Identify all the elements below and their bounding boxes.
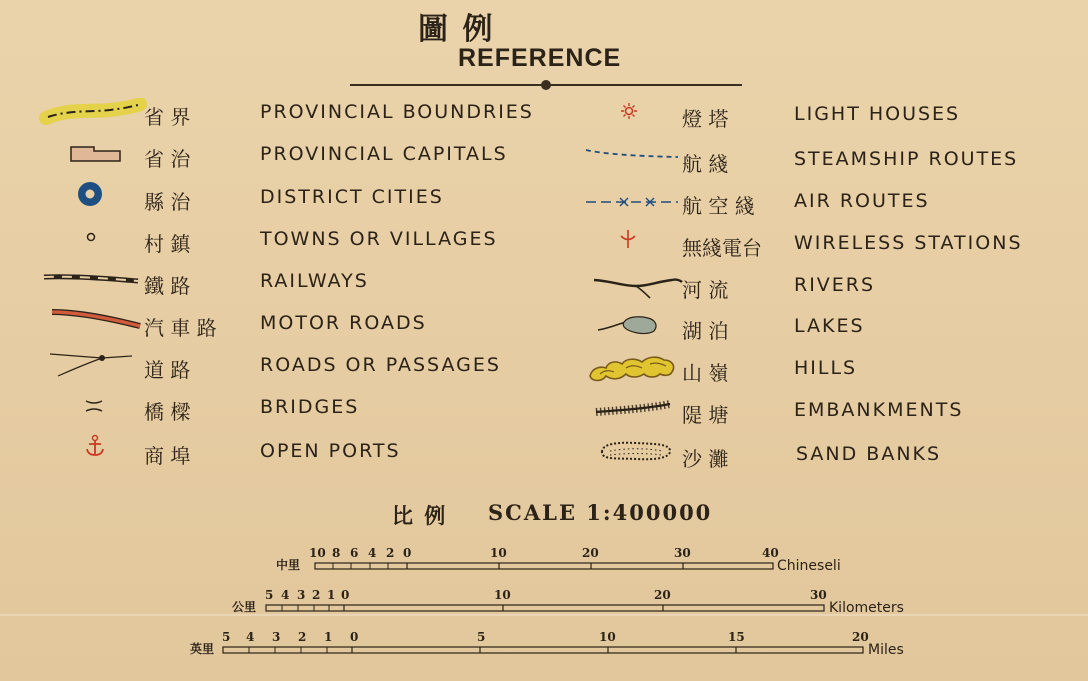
- scale-bar-0-tick-large-3: 40: [762, 546, 779, 560]
- scale-bar-2-tick-small-2: 3: [272, 630, 281, 644]
- scale-bar-2-tick-small-0: 5: [222, 630, 231, 644]
- river-symbol: [592, 272, 684, 302]
- district-city-symbol: [76, 180, 104, 208]
- legend-left-cjk-7: 橋 樑: [144, 400, 191, 424]
- lighthouse-symbol: [620, 102, 638, 120]
- scale-bar-2-tick-small-4: 1: [324, 630, 333, 644]
- scale-bar-0-unit-cjk: 中里: [276, 558, 301, 572]
- scale-bar-1-tick-large-0: 10: [494, 588, 511, 602]
- embankment-symbol: [594, 398, 674, 418]
- scale-bar-1-tick-small-0: 5: [265, 588, 274, 602]
- scale-bar-2-tick-large-1: 10: [599, 630, 616, 644]
- scale-bar-1: [265, 604, 827, 614]
- legend-right-en-3: WIRELESS STATIONS: [794, 232, 1023, 254]
- legend-left-en-2: DISTRICT CITIES: [260, 186, 444, 208]
- scale-bar-0: [314, 562, 776, 572]
- legend-right-en-7: EMBANKMENTS: [794, 399, 964, 421]
- legend-title-chinese: 圖 例: [418, 12, 495, 47]
- legend-right-cjk-0: 燈 塔: [682, 107, 729, 131]
- scale-bar-2-tick-small-5: 0: [350, 630, 359, 644]
- scale-bar-1-unit-cjk: 公里: [232, 600, 257, 614]
- provincial-boundary-symbol: [38, 98, 148, 132]
- scale-bar-2-tick-large-2: 15: [728, 630, 745, 644]
- road-passage-symbol: [46, 348, 136, 380]
- air-route-symbol: [584, 193, 680, 211]
- scale-bar-1-tick-small-2: 3: [297, 588, 306, 602]
- scale-bar-0-tick-large-0: 10: [490, 546, 507, 560]
- legend-right-cjk-4: 河 流: [682, 278, 729, 302]
- title-underline-dot: [541, 80, 551, 90]
- legend-right-cjk-7: 隄 塘: [682, 403, 729, 427]
- legend-right-cjk-1: 航 綫: [682, 152, 729, 176]
- scale-bar-0-tick-large-1: 20: [582, 546, 599, 560]
- legend-left-cjk-6: 道 路: [144, 358, 191, 382]
- scale-title-chinese: 比 例: [392, 503, 448, 528]
- legend-left-cjk-5: 汽 車 路: [144, 316, 217, 340]
- legend-left-cjk-2: 縣 治: [144, 190, 191, 214]
- railway-symbol: [42, 270, 142, 288]
- legend-left-en-1: PROVINCIAL CAPITALS: [260, 143, 508, 165]
- scale-bar-2-tick-small-3: 2: [298, 630, 307, 644]
- legend-left-en-8: OPEN PORTS: [260, 440, 401, 462]
- legend-left-cjk-8: 商 埠: [144, 444, 191, 468]
- scale-bar-1-tick-small-5: 0: [341, 588, 350, 602]
- legend-right-en-2: AIR ROUTES: [794, 190, 930, 212]
- scale-bar-0-tick-small-1: 8: [332, 546, 341, 560]
- legend-left-en-0: PROVINCIAL BOUNDRIES: [260, 101, 534, 123]
- scale-bar-0-tick-small-4: 2: [386, 546, 395, 560]
- scale-bar-2: [222, 646, 866, 656]
- scale-bar-2-unit-cjk: 英里: [190, 642, 215, 656]
- scale-bar-2-tick-large-3: 20: [852, 630, 869, 644]
- lake-symbol: [596, 312, 662, 338]
- town-village-symbol: [84, 230, 98, 244]
- legend-left-en-7: BRIDGES: [260, 396, 360, 418]
- legend-left-en-5: MOTOR ROADS: [260, 312, 427, 334]
- scale-bar-1-tick-large-1: 20: [654, 588, 671, 602]
- steamship-route-symbol: [584, 146, 682, 164]
- scale-bar-1-unit-en: Kilometers: [829, 600, 904, 616]
- paper-fold-line: [0, 614, 1088, 616]
- legend-left-en-6: ROADS OR PASSAGES: [260, 354, 501, 376]
- scale-bar-2-tick-large-0: 5: [477, 630, 486, 644]
- scale-bar-1-tick-small-1: 4: [281, 588, 290, 602]
- scale-bar-0-tick-small-0: 10: [309, 546, 326, 560]
- scale-ratio: SCALE 1:400000: [488, 500, 713, 525]
- legend-left-cjk-4: 鐵 路: [144, 274, 191, 298]
- scale-bar-2-tick-small-1: 4: [246, 630, 255, 644]
- motor-road-symbol: [48, 306, 144, 332]
- legend-left-cjk-3: 村 鎮: [144, 232, 191, 256]
- legend-right-cjk-6: 山 嶺: [682, 361, 729, 385]
- legend-right-en-5: LAKES: [794, 315, 865, 337]
- bridge-symbol: [84, 398, 104, 414]
- legend-right-cjk-5: 湖 泊: [682, 319, 729, 343]
- scale-bar-1-tick-small-3: 2: [312, 588, 321, 602]
- scale-bar-2-unit-en: Miles: [868, 642, 904, 658]
- legend-right-en-4: RIVERS: [794, 274, 876, 296]
- scale-bar-0-tick-large-2: 30: [674, 546, 691, 560]
- legend-left-cjk-0: 省 界: [144, 105, 191, 129]
- scale-bar-0-tick-small-5: 0: [403, 546, 412, 560]
- scale-bar-1-tick-large-2: 30: [810, 588, 827, 602]
- scale-bar-0-tick-small-2: 6: [350, 546, 359, 560]
- legend-right-en-1: STEAMSHIP ROUTES: [794, 148, 1019, 170]
- wireless-station-symbol: [618, 228, 638, 250]
- provincial-capital-symbol: [70, 143, 122, 163]
- hill-symbol: [586, 352, 678, 388]
- open-port-anchor-symbol: [84, 434, 106, 458]
- sand-bank-symbol: [596, 438, 676, 464]
- legend-left-cjk-1: 省 治: [144, 147, 191, 171]
- scale-bar-0-tick-small-3: 4: [368, 546, 377, 560]
- legend-right-en-0: LIGHT HOUSES: [794, 103, 961, 125]
- scale-bar-1-tick-small-4: 1: [327, 588, 336, 602]
- legend-right-cjk-3: 無綫電台: [682, 236, 762, 260]
- legend-right-en-8: SAND BANKS: [796, 443, 942, 465]
- legend-title-english: REFERENCE: [458, 44, 622, 72]
- legend-right-en-6: HILLS: [794, 357, 858, 379]
- legend-right-cjk-8: 沙 灘: [682, 447, 729, 471]
- scale-bar-0-unit-en: Chineseli: [777, 558, 841, 574]
- legend-right-cjk-2: 航 空 綫: [682, 194, 755, 218]
- legend-left-en-4: RAILWAYS: [260, 270, 369, 292]
- legend-left-en-3: TOWNS OR VILLAGES: [260, 228, 498, 250]
